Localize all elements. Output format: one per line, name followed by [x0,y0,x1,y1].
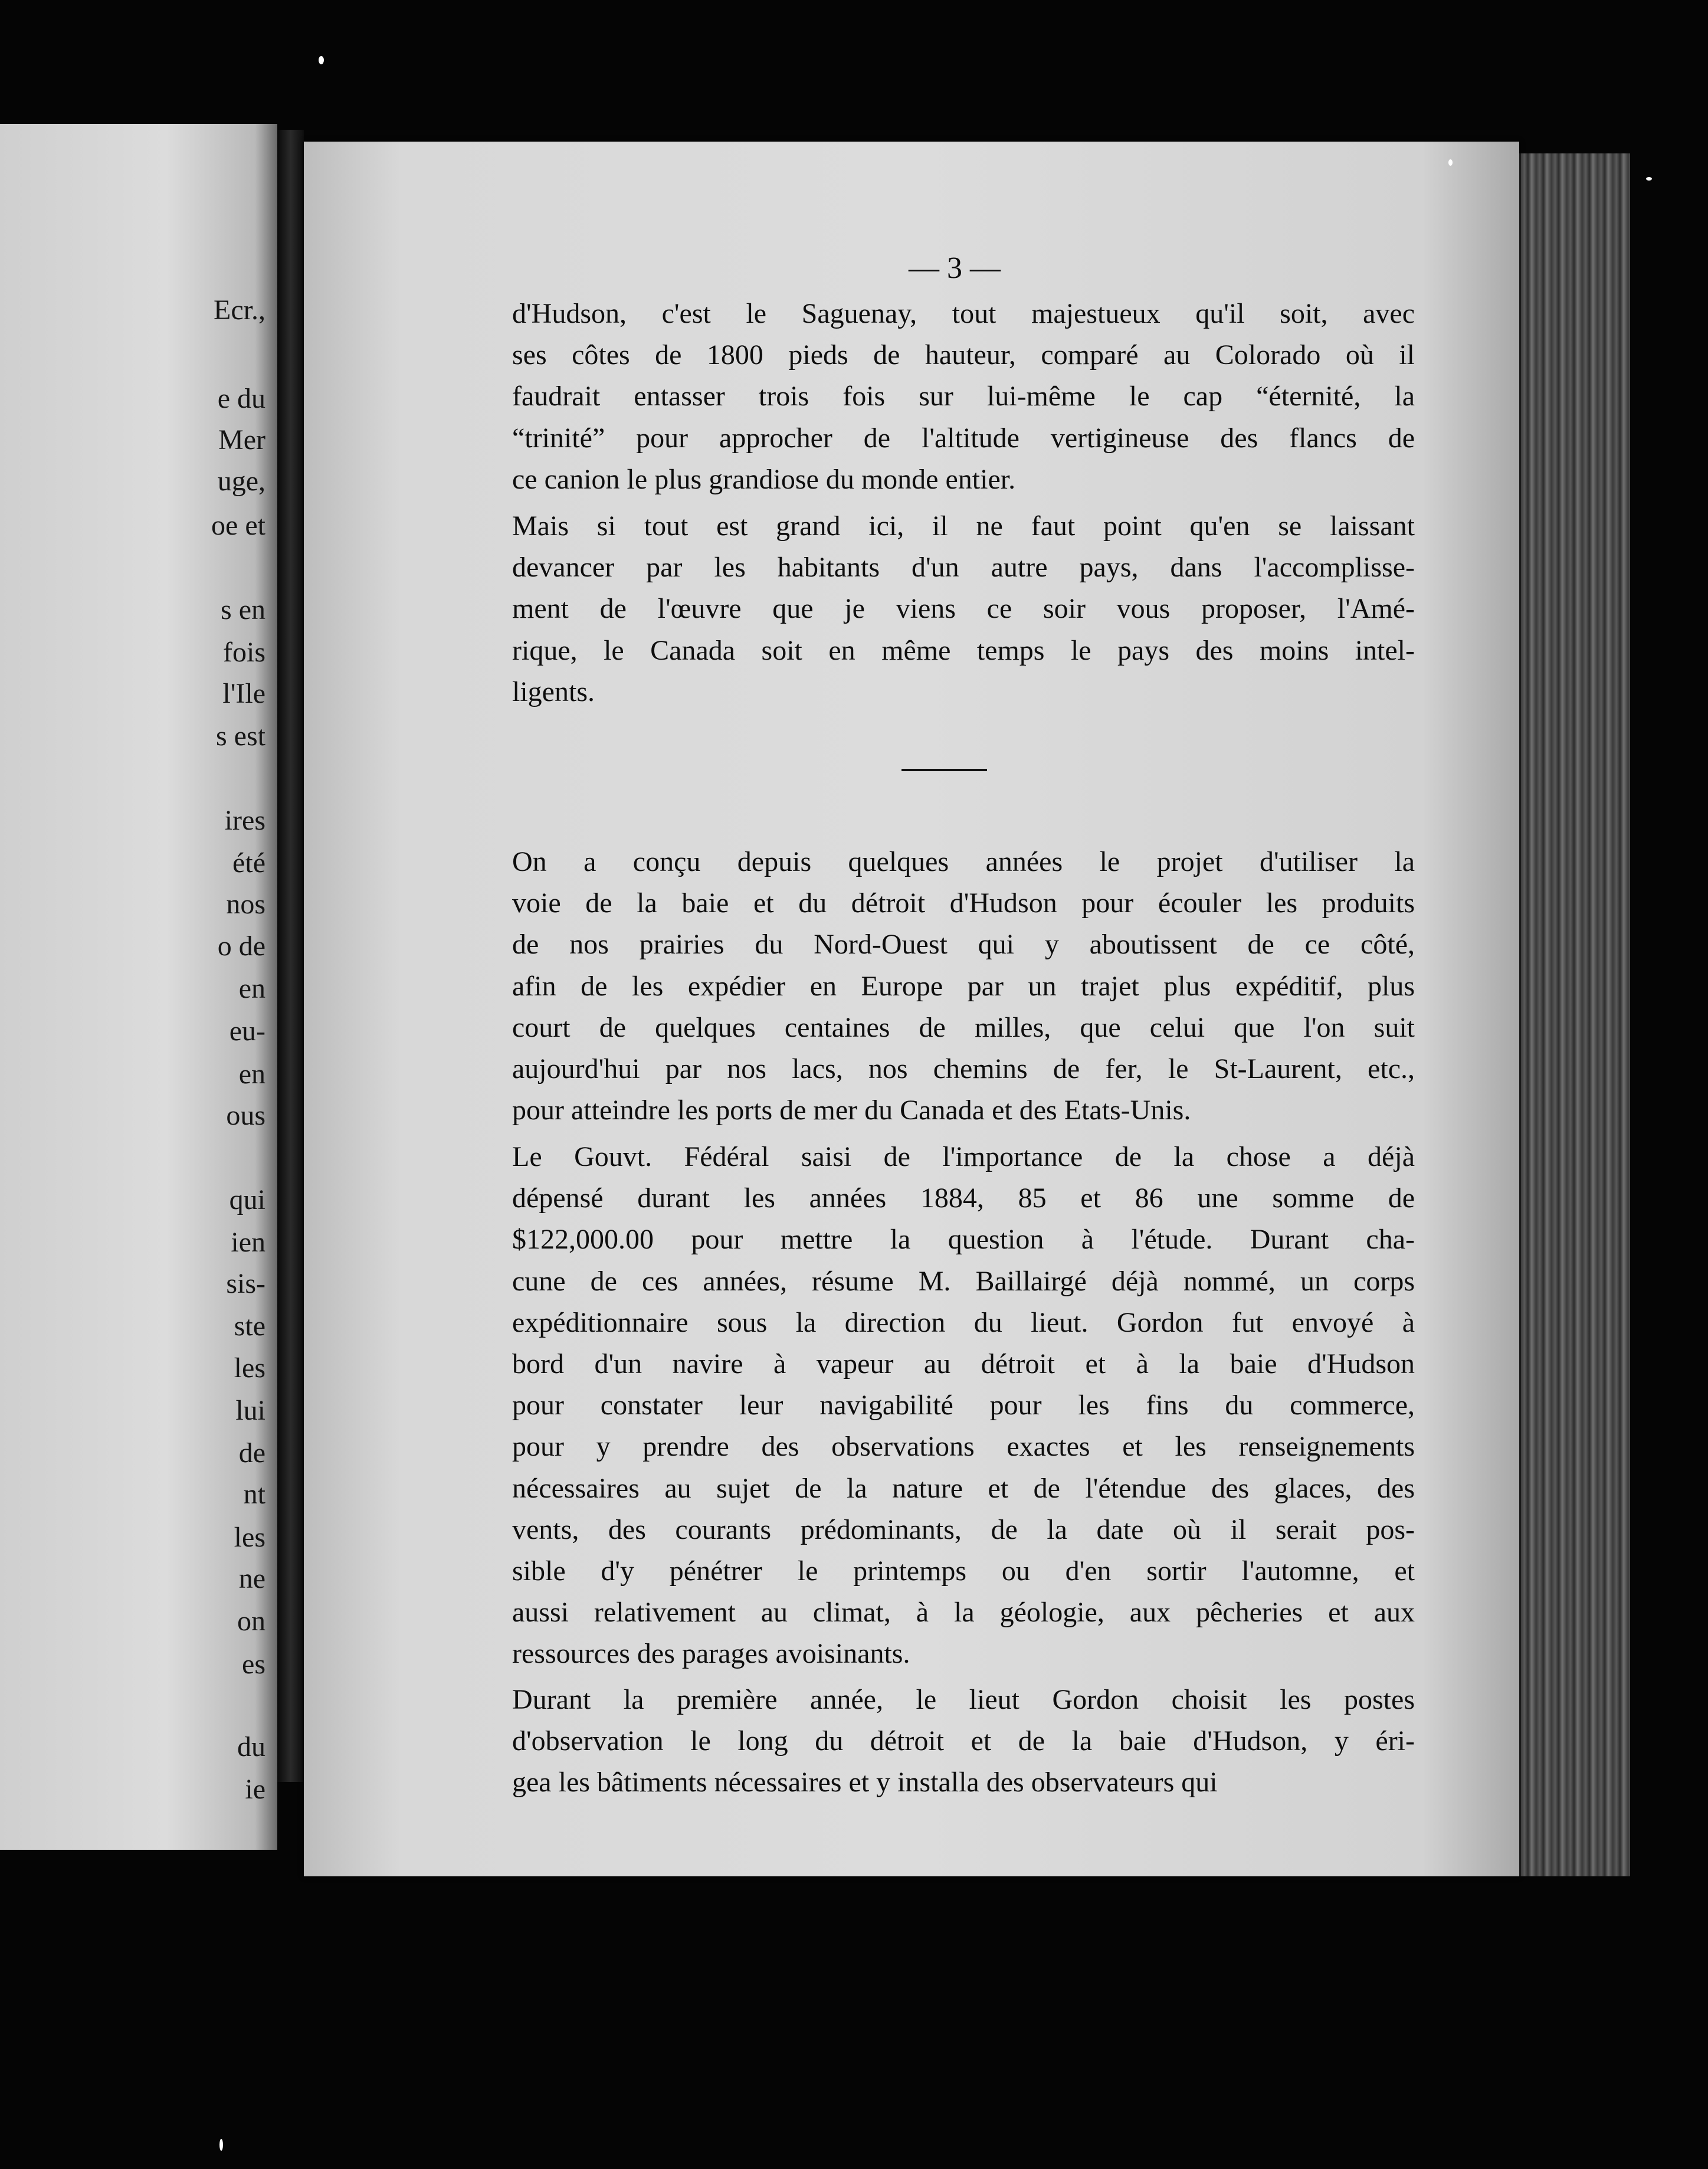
paragraph [512,293,1415,500]
text-line: nécessaires au sujet de la nature et de l'étendue des glaces, des [512,1472,1415,1504]
section-divider [901,769,987,771]
text-line: dépensé durant les années 1884, 85 et 86 une somme de [512,1182,1415,1214]
text-line: rique, le Canada soit en même temps le pays des moins intel- [512,634,1415,666]
paragraph [512,1136,1415,1675]
text-line: ce canion le plus grandiose du monde entier. [512,463,1016,495]
page-number: — 3 — [909,251,1001,285]
left-page-line: oe et [211,510,265,541]
left-page-line: uge, [217,466,265,497]
left-page-line: l'Ile [222,678,265,709]
film-speck [319,56,324,64]
left-page-line: en [238,973,265,1004]
left-page-line: es [242,1649,265,1680]
text-line: d'Hudson, c'est le Saguenay, tout majestueux qu'il soit, avec [512,298,1415,329]
film-speck [1646,177,1652,181]
page-edges [1519,153,1630,1876]
text-line: ses côtes de 1800 pieds de hauteur, comparé au Colorado où il [512,339,1415,371]
film-speck [1448,159,1453,166]
text-line: pour y prendre des observations exactes et les renseignements [512,1431,1415,1463]
text-line: d'observation le long du détroit et de la baie d'Hudson, y éri- [512,1725,1415,1757]
left-page-line: o de [217,930,265,962]
left-page-line: eu- [229,1015,265,1047]
text-line: ressources des parages avoisinants. [512,1638,910,1670]
paragraph [512,506,1415,713]
left-page-line: ie [245,1774,265,1805]
text-line: faudrait entasser trois fois sur lui-même le cap “éternité, la [512,381,1415,412]
paragraph [512,1679,1415,1804]
text-line: $122,000.00 pour mettre la question à l'étude. Durant cha- [512,1224,1415,1256]
left-page-line: s est [216,720,265,752]
text-line: vents, des courants prédominants, de la date où il serait pos- [512,1513,1415,1545]
left-page-line: on [237,1606,265,1637]
left-page-line: en [238,1059,265,1090]
left-page-line: du [237,1731,265,1762]
text-line: gea les bâtiments nécessaires et y installa des observateurs qui [512,1767,1218,1798]
text-line: Durant la première année, le lieut Gordon choisit les postes [512,1684,1415,1715]
left-page-line: ous [226,1100,265,1131]
left-page-line: lui [235,1395,265,1426]
left-page-line: ien [231,1227,265,1258]
left-page-line: nt [243,1479,265,1510]
left-page-line: les [234,1352,265,1384]
left-page-line: e du [217,383,265,414]
text-line: aujourd'hui par nos lacs, nos chemins de fer, le St-Laurent, etc., [512,1053,1415,1085]
text-line: pour atteindre les ports de mer du Canada et des Etats-Unis. [512,1095,1191,1126]
text-line: “trinité” pour approcher de l'altitude vertigineuse des flancs de [512,422,1415,454]
left-page-line: ste [234,1310,265,1342]
book-gutter [277,130,304,1782]
left-page-line: ires [224,805,265,836]
left-page-line: de [238,1437,265,1469]
left-page-fragment [0,124,277,1850]
text-line: aussi relativement au climat, à la géologie, aux pêcheries et aux [512,1597,1415,1629]
text-line: cune de ces années, résume M. Baillairgé déjà nommé, un corps [512,1265,1415,1297]
left-page-line: Mer [218,424,265,456]
text-line: Le Gouvt. Fédéral saisi de l'importance de la chose a déjà [512,1141,1415,1172]
left-page-line: fois [223,637,265,668]
text-line: de nos prairies du Nord-Ouest qui y aboutissent de ce côté, [512,929,1415,961]
text-line: afin de les expédier en Europe par un trajet plus expéditif, plus [512,970,1415,1002]
text-line: bord d'un navire à vapeur au détroit et à la baie d'Hudson [512,1348,1415,1380]
text-line: voie de la baie et du détroit d'Hudson pour écouler les produits [512,887,1415,919]
left-page-line: nos [226,889,265,920]
film-speck [219,2139,223,2151]
text-line: ligents. [512,676,595,707]
left-page-line: ne [238,1563,265,1594]
text-line: sible d'y pénétrer le printemps ou d'en sortir l'automne, et [512,1555,1415,1587]
text-line: expéditionnaire sous la direction du lieut. Gordon fut envoyé à [512,1306,1415,1338]
left-page-line: sis- [226,1268,265,1299]
left-page-line: s en [221,594,265,625]
left-page-line: Ecr., [214,294,265,326]
text-line: court de quelques centaines de milles, que celui que l'on suit [512,1011,1415,1043]
left-page-line: qui [229,1184,265,1215]
paragraph [512,841,1415,1131]
left-page-line: été [232,847,265,879]
text-line: pour constater leur navigabilité pour les fins du commerce, [512,1390,1415,1421]
text-line: Mais si tout est grand ici, il ne faut point qu'en se laissant [512,510,1415,542]
left-page-line: les [234,1522,265,1553]
text-line: On a conçu depuis quelques années le projet d'utiliser la [512,846,1415,877]
text-line: ment de l'œuvre que je viens ce soir vous proposer, l'Amé- [512,593,1415,625]
text-line: devancer par les habitants d'un autre pays, dans l'accomplisse- [512,552,1415,584]
